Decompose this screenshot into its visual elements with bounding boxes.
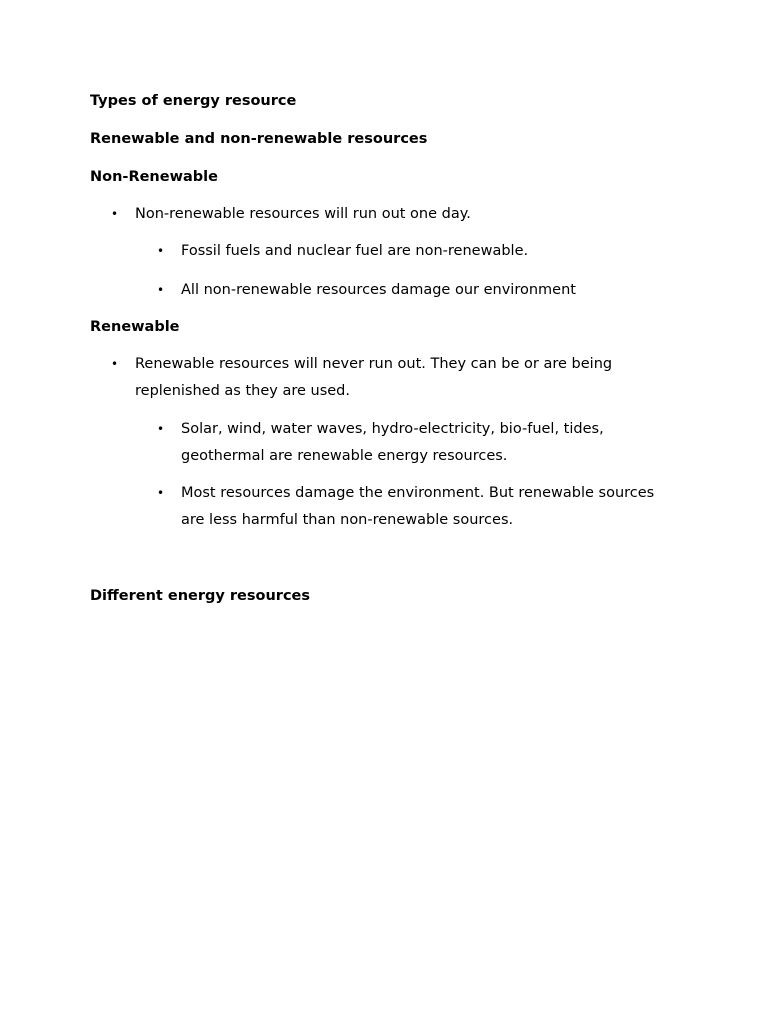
bullet-icon: • [157,283,165,297]
bullet-icon: • [111,207,119,221]
bullet-icon: • [157,486,165,500]
heading-different-energy-resources: Different energy resources [90,588,311,604]
list-item-renewable-never-run-out: Renewable resources will never run out. They can be or are being replenished as they are used. [135,356,613,399]
heading-types-of-energy-resource: Types of energy resource [90,93,297,109]
list-item-most-resources-damage: Most resources damage the environment. But renewable sources are less harmful than non-renewable sources. [181,485,655,528]
list-item-damage-environment: All non-renewable resources damage our environment [181,282,576,298]
bullet-icon: • [157,422,165,436]
heading-non-renewable: Non-Renewable [90,169,218,185]
heading-renewable-and-non-renewable: Renewable and non-renewable resources [90,131,428,147]
heading-renewable: Renewable [90,319,180,335]
bullet-icon: • [111,357,119,371]
list-item-solar-wind: Solar, wind, water waves, hydro-electricity, bio-fuel, tides, geothermal are renewable energy resources. [181,421,604,464]
list-item-non-renewable-run-out: Non-renewable resources will run out one day. [135,206,471,222]
list-item-fossil-fuels: Fossil fuels and nuclear fuel are non-renewable. [181,243,529,259]
bullet-icon: • [157,244,165,258]
